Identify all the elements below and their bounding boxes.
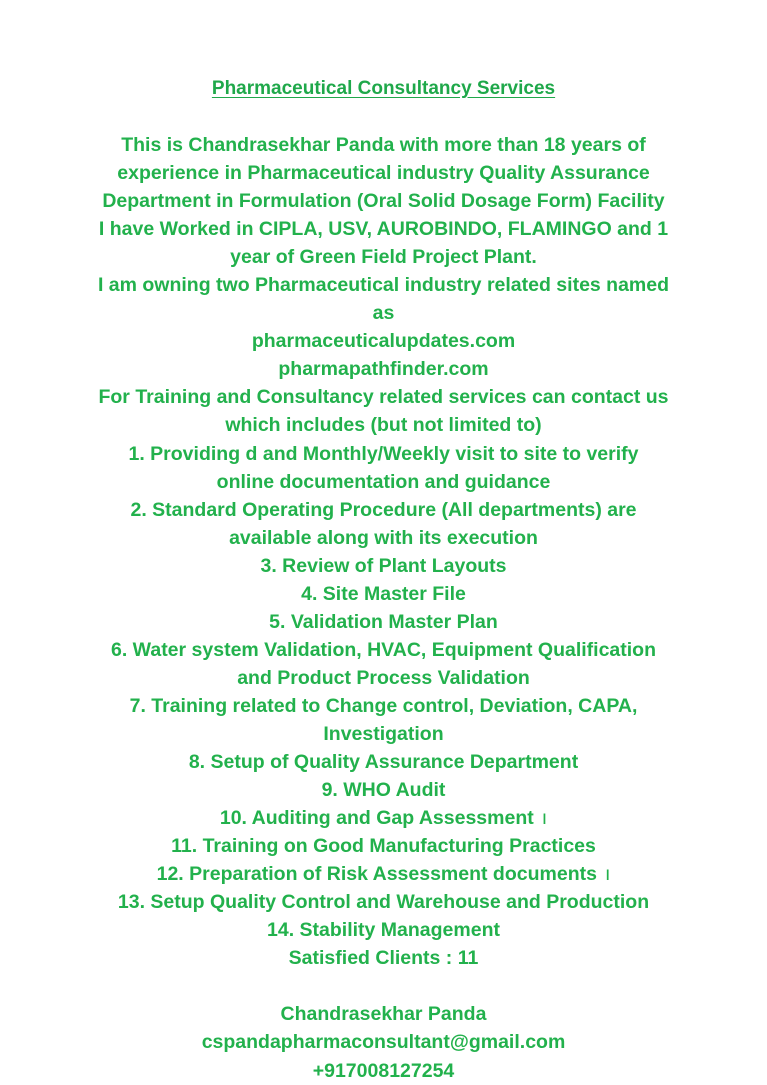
service-item-line [0, 888, 767, 916]
service-item-text: 4. Site Master File [301, 582, 466, 605]
service-item-text: 9. WHO Audit [321, 779, 446, 802]
service-item-line [0, 748, 767, 776]
service-item-line [0, 608, 767, 636]
intro-line: Department in Formulation (Oral Solid Dosage Form) Facility [102, 190, 665, 213]
intro-line: which includes (but not limited to) [225, 414, 542, 437]
services-list [0, 440, 767, 945]
service-item-line [0, 860, 767, 888]
service-item-text: 7. Training related to Change control, Deviation, CAPA, [129, 694, 638, 717]
service-item-text: 8. Setup of Quality Assurance Department [188, 751, 579, 774]
spacer [0, 972, 767, 1000]
intro-line: year of Green Field Project Plant. [230, 246, 537, 269]
service-item-text: Investigation [323, 722, 444, 745]
page-title: Pharmaceutical Consultancy Services [211, 78, 556, 99]
contact-email: cspandapharmaconsultant@gmail.com [201, 1031, 566, 1054]
contact-block [0, 1000, 767, 1084]
service-item-line [0, 692, 767, 720]
service-item-text: 5. Validation Master Plan [269, 610, 498, 633]
service-item-text: 14. Stability Management [267, 919, 500, 942]
service-item-text: 13. Setup Quality Control and Warehouse and Production [117, 891, 650, 914]
intro-line: This is Chandrasekhar Panda with more than 18 years of [121, 134, 646, 156]
intro-line: For Training and Consultancy related services can contact us [98, 386, 669, 409]
service-item-line [0, 916, 767, 944]
spacer [0, 103, 767, 131]
service-item-line [0, 440, 767, 468]
service-item-line [0, 776, 767, 804]
clients-paragraph [0, 944, 767, 972]
service-item-text: and Product Process Validation [237, 666, 530, 689]
service-item-text: online documentation and guidance [216, 470, 551, 493]
service-item-line [0, 636, 767, 664]
service-item-text: 10. Auditing and Gap Assessment [219, 807, 534, 830]
service-item-line [0, 496, 767, 524]
service-item-text: 3. Review of Plant Layouts [260, 554, 507, 577]
document [0, 75, 767, 1085]
service-item-line [0, 664, 767, 692]
service-item-line [0, 580, 767, 608]
intro-line: I am owning two Pharmaceutical industry related sites named [97, 274, 670, 297]
service-item-mark: ı [604, 863, 611, 886]
intro-line: experience in Pharmaceutical industry Quality Assurance [117, 162, 650, 185]
service-item-line [0, 468, 767, 496]
contact-phone: +917008127254 [312, 1059, 455, 1082]
intro-line: as [372, 302, 395, 325]
intro-paragraph [0, 131, 767, 440]
contact-name: Chandrasekhar Panda [280, 1003, 487, 1026]
service-item-text: 12. Preparation of Risk Assessment documents [156, 863, 597, 886]
service-item-line [0, 832, 767, 860]
website-1: pharmaceuticalupdates.com [251, 330, 516, 353]
satisfied-clients: Satisfied Clients : 11 [288, 947, 479, 970]
service-item-line [0, 720, 767, 748]
service-item-mark: ı [541, 807, 548, 830]
service-item-line [0, 804, 767, 832]
website-2: pharmapathfinder.com [278, 358, 489, 381]
service-item-line [0, 524, 767, 552]
intro-line: I have Worked in CIPLA, USV, AUROBINDO, FLAMINGO and 1 [98, 218, 669, 241]
service-item-text: 6. Water system Validation, HVAC, Equipment Qualification [110, 638, 657, 661]
service-item-text: available along with its execution [229, 526, 538, 549]
service-item-text: 11. Training on Good Manufacturing Practices [171, 835, 596, 858]
service-item-text: 1. Providing d and Monthly/Weekly visit to site to verify [128, 442, 639, 465]
service-item-line [0, 552, 767, 580]
service-item-text: 2. Standard Operating Procedure (All departments) are [130, 498, 637, 521]
